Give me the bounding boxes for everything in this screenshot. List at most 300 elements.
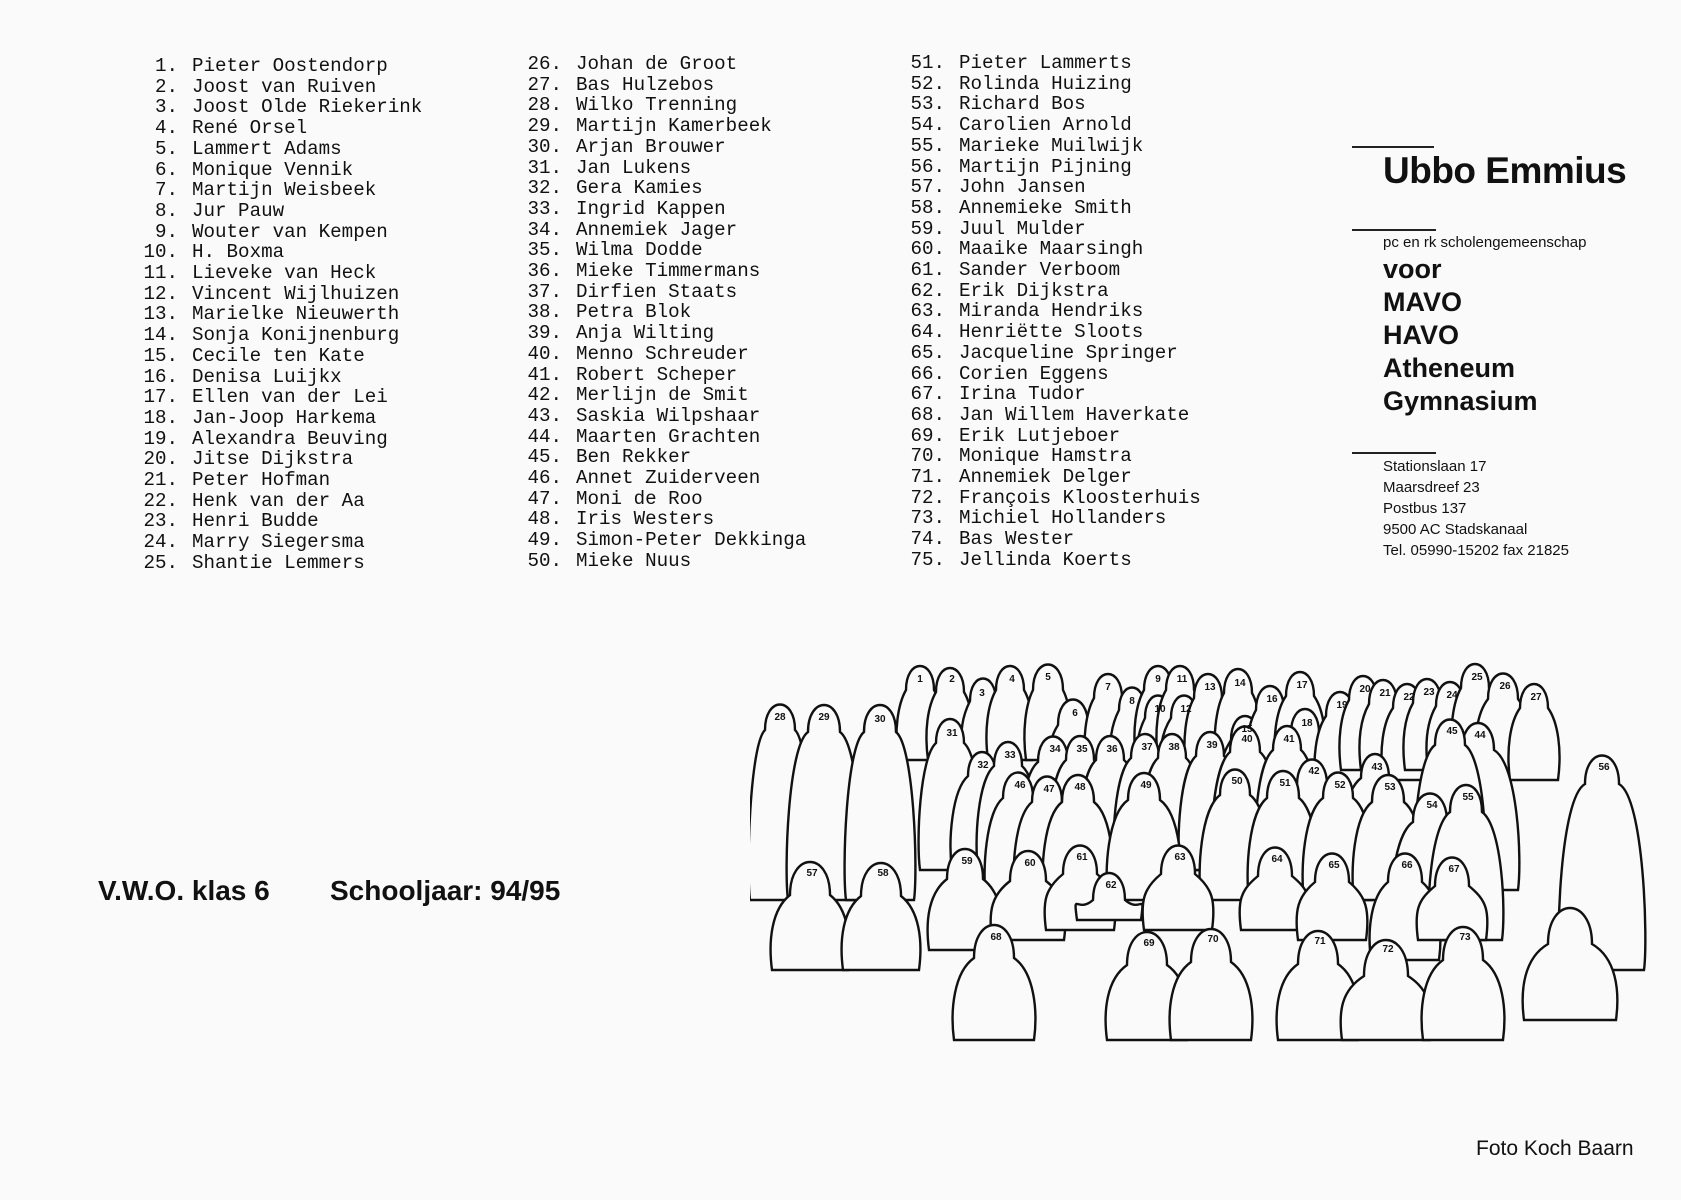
person-number-label: 29: [818, 712, 830, 723]
student-entry: [514, 220, 806, 241]
student-number: 19.: [143, 427, 178, 450]
student-number: 16.: [143, 365, 178, 388]
student-name: Joost van Ruiven: [192, 75, 377, 98]
student-entry: [130, 367, 422, 388]
student-number: 57.: [910, 176, 945, 199]
student-number: 12.: [143, 282, 178, 305]
student-name: François Kloosterhuis: [959, 486, 1201, 509]
person-number-label: 41: [1283, 734, 1295, 745]
person-number-label: 48: [1074, 782, 1086, 793]
student-entry: [897, 384, 1201, 405]
student-entry: [514, 344, 806, 365]
student-entry: [130, 553, 422, 574]
student-name: Jan-Joop Harkema: [192, 406, 377, 429]
student-name: Henri Budde: [192, 510, 319, 533]
person-number-label: 23: [1423, 687, 1435, 698]
student-number: 32.: [527, 177, 562, 200]
student-entry: [130, 56, 422, 77]
student-name: René Orsel: [192, 117, 308, 140]
person-number-label: 46: [1014, 780, 1026, 791]
student-entry: [514, 509, 806, 530]
student-name: Richard Bos: [959, 93, 1086, 116]
student-number: 69.: [910, 424, 945, 447]
person-number-label: 36: [1106, 744, 1118, 755]
student-entry: [130, 180, 422, 201]
person-number-label: 3: [979, 688, 985, 699]
student-name: Jan Willem Haverkate: [959, 403, 1190, 426]
student-number: 54.: [910, 114, 945, 137]
student-entry: [514, 137, 806, 158]
student-number: 34.: [527, 218, 562, 241]
person-number-label: 68: [990, 932, 1002, 943]
student-number: 42.: [527, 384, 562, 407]
student-entry: [514, 282, 806, 303]
person-number-label: 69: [1143, 938, 1155, 949]
student-entry: [130, 429, 422, 450]
student-number: 73.: [910, 507, 945, 530]
address-line: Stationslaan 17: [1383, 458, 1487, 475]
student-entry: [897, 74, 1201, 95]
name-list-column-2: [514, 54, 806, 572]
student-name: Moni de Roo: [576, 487, 703, 510]
student-number: 55.: [910, 134, 945, 157]
person-number-label: 38: [1168, 742, 1180, 753]
student-number: 17.: [143, 386, 178, 409]
student-entry: [897, 198, 1201, 219]
person-number-label: 67: [1448, 864, 1460, 875]
student-entry: [514, 54, 806, 75]
student-name: Wouter van Kempen: [192, 220, 388, 243]
person-number-label: 59: [961, 856, 973, 867]
student-name: Pieter Lammerts: [959, 52, 1132, 74]
student-entry: [897, 136, 1201, 157]
student-entry: [514, 427, 806, 448]
student-entry: [130, 222, 422, 243]
class-photo-outline-diagram: [750, 640, 1650, 1100]
student-name: Juul Mulder: [959, 217, 1086, 240]
student-name: Mieke Timmermans: [576, 260, 761, 283]
school-type: Atheneum: [1383, 353, 1516, 383]
person-number-label: 2: [949, 674, 955, 685]
person-number-label: 53: [1384, 782, 1396, 793]
person-number-label: 47: [1043, 784, 1055, 795]
student-number: 56.: [910, 155, 945, 178]
person-number-label: 44: [1474, 730, 1486, 741]
person-number-label: 18: [1301, 718, 1313, 729]
student-name: Jan Lukens: [576, 156, 692, 179]
student-name: Jacqueline Springer: [959, 341, 1178, 364]
student-name: Denisa Luijkx: [192, 365, 342, 388]
person-number-label: 64: [1271, 854, 1283, 865]
student-name: Rolinda Huizing: [959, 72, 1132, 95]
student-number: 64.: [910, 321, 945, 344]
student-name: Martijn Kamerbeek: [576, 115, 772, 138]
student-entry: [897, 405, 1201, 426]
student-number: 61.: [910, 259, 945, 282]
person-number-label: 19: [1336, 700, 1348, 711]
student-name: Marielke Nieuwerth: [192, 303, 400, 326]
student-entry: [130, 139, 422, 160]
student-name: Miranda Hendriks: [959, 300, 1144, 323]
person-number-label: 4: [1009, 674, 1015, 685]
student-name: Annet Zuiderveen: [576, 467, 761, 490]
student-name: Iris Westers: [576, 508, 715, 531]
student-entry: [514, 530, 806, 551]
student-entry: [514, 116, 806, 137]
student-entry: [130, 532, 422, 553]
address-line: Tel. 05990-15202 fax 21825: [1383, 542, 1569, 559]
student-name: Maarten Grachten: [576, 425, 761, 448]
person-number-label: 9: [1155, 674, 1161, 685]
student-entry: [514, 240, 806, 261]
student-number: 1.: [154, 55, 178, 77]
student-name: Joost Olde Riekerink: [192, 96, 423, 119]
student-entry: [897, 364, 1201, 385]
person-number-label: 28: [774, 712, 786, 723]
person-number-label: 25: [1471, 672, 1483, 683]
student-entry: [514, 385, 806, 406]
student-entry: [514, 365, 806, 386]
student-number: 10.: [143, 241, 178, 264]
student-number: 40.: [527, 342, 562, 365]
name-list-column-3: [897, 53, 1201, 571]
address-line: Postbus 137: [1383, 500, 1467, 517]
school-types: [1383, 253, 1538, 418]
person-number-label: 71: [1314, 936, 1326, 947]
person-number-label: 40: [1241, 734, 1253, 745]
person-number-label: 30: [874, 714, 886, 725]
person-number-label: 52: [1334, 780, 1346, 791]
student-name: Erik Lutjeboer: [959, 424, 1121, 447]
student-number: 66.: [910, 362, 945, 385]
student-entry: [514, 75, 806, 96]
student-entry: [130, 77, 422, 98]
student-name: Martijn Weisbeek: [192, 179, 377, 202]
student-name: Sander Verboom: [959, 259, 1121, 282]
student-name: Jellinda Koerts: [959, 548, 1132, 571]
student-name: Gera Kamies: [576, 177, 703, 200]
student-name: Wilko Trenning: [576, 94, 738, 117]
student-entry: [130, 387, 422, 408]
school-year: Schooljaar: 94/95: [330, 875, 561, 906]
address-line: Maarsdreef 23: [1383, 479, 1480, 496]
student-name: John Jansen: [959, 176, 1086, 199]
student-name: Wilma Dodde: [576, 239, 703, 262]
person-number-label: 45: [1446, 726, 1458, 737]
student-number: 51.: [910, 52, 945, 74]
student-entry: [514, 302, 806, 323]
person-number-label: 11: [1176, 674, 1188, 685]
student-name: Johan de Groot: [576, 53, 738, 75]
student-name: Erik Dijkstra: [959, 279, 1109, 302]
student-name: Lieveke van Heck: [192, 262, 377, 285]
student-name: Ingrid Kappen: [576, 197, 726, 220]
person-number-label: 55: [1462, 792, 1474, 803]
student-name: Corien Eggens: [959, 362, 1109, 385]
person-number-label: 60: [1024, 858, 1036, 869]
student-name: Vincent Wijlhuizen: [192, 282, 400, 305]
student-entry: [897, 219, 1201, 240]
student-name: Arjan Brouwer: [576, 135, 726, 158]
student-number: 4.: [154, 117, 178, 140]
student-name: Maaike Maarsingh: [959, 238, 1144, 261]
person-number-label: 34: [1049, 744, 1061, 755]
student-entry: [130, 346, 422, 367]
student-number: 27.: [527, 73, 562, 96]
student-name: Ellen van der Lei: [192, 386, 388, 409]
student-number: 50.: [527, 549, 562, 572]
student-number: 72.: [910, 486, 945, 509]
person-number-label: 7: [1105, 682, 1111, 693]
school-type: MAVO: [1383, 287, 1462, 317]
school-type: voor: [1383, 254, 1442, 284]
student-number: 59.: [910, 217, 945, 240]
student-entry: [514, 406, 806, 427]
student-number: 23.: [143, 510, 178, 533]
address-line: 9500 AC Stadskanaal: [1383, 521, 1528, 538]
person-number-label: 51: [1279, 778, 1291, 789]
student-number: 44.: [527, 425, 562, 448]
student-entry: [897, 260, 1201, 281]
person-number-label: 66: [1401, 860, 1413, 871]
student-number: 24.: [143, 531, 178, 554]
student-name: Marieke Muilwijk: [959, 134, 1144, 157]
student-name: Pieter Oostendorp: [192, 55, 388, 77]
student-number: 46.: [527, 467, 562, 490]
student-name: Mieke Nuus: [576, 549, 692, 572]
student-number: 22.: [143, 489, 178, 512]
student-entry: [897, 529, 1201, 550]
student-number: 33.: [527, 197, 562, 220]
person-number-label: 31: [946, 728, 958, 739]
divider-rule: [1352, 229, 1436, 231]
person-number-label: 54: [1426, 800, 1438, 811]
student-entry: [130, 160, 422, 181]
person-number-label: 27: [1530, 692, 1542, 703]
student-number: 52.: [910, 72, 945, 95]
student-name: Petra Blok: [576, 301, 692, 324]
person-number-label: 70: [1207, 934, 1219, 945]
student-entry: [897, 239, 1201, 260]
student-entry: [897, 115, 1201, 136]
student-number: 74.: [910, 528, 945, 551]
student-entry: [897, 488, 1201, 509]
person-number-label: 73: [1459, 932, 1471, 943]
student-number: 39.: [527, 322, 562, 345]
student-entry: [514, 199, 806, 220]
student-name: Martijn Pijning: [959, 155, 1132, 178]
person-number-label: 12: [1180, 704, 1192, 715]
student-name: Menno Schreuder: [576, 342, 749, 365]
student-number: 75.: [910, 548, 945, 571]
student-number: 11.: [143, 262, 178, 285]
student-name: Carolien Arnold: [959, 114, 1132, 137]
student-name: Michiel Hollanders: [959, 507, 1167, 530]
student-entry: [897, 177, 1201, 198]
person-number-label: 10: [1154, 704, 1166, 715]
student-entry: [897, 53, 1201, 74]
student-entry: [514, 178, 806, 199]
student-number: 38.: [527, 301, 562, 324]
student-entry: [897, 157, 1201, 178]
student-entry: [130, 470, 422, 491]
school-type: HAVO: [1383, 320, 1460, 350]
student-entry: [514, 447, 806, 468]
person-number-label: 72: [1382, 944, 1394, 955]
student-name: Henriëtte Sloots: [959, 321, 1144, 344]
student-name: Lammert Adams: [192, 137, 342, 160]
student-number: 21.: [143, 469, 178, 492]
student-entry: [130, 242, 422, 263]
student-number: 25.: [143, 551, 178, 574]
student-number: 63.: [910, 300, 945, 323]
student-entry: [897, 508, 1201, 529]
person-number-label: 39: [1206, 740, 1218, 751]
school-address: [1383, 456, 1569, 561]
student-number: 37.: [527, 280, 562, 303]
divider-rule: [1352, 146, 1434, 148]
student-entry: [897, 467, 1201, 488]
student-name: Dirfien Staats: [576, 280, 738, 303]
person-number-label: 8: [1129, 696, 1135, 707]
student-number: 13.: [143, 303, 178, 326]
school-type: Gymnasium: [1383, 386, 1538, 416]
student-name: Sonja Konijnenburg: [192, 324, 400, 347]
person-number-label: 16: [1266, 694, 1278, 705]
student-entry: [514, 158, 806, 179]
student-entry: [897, 343, 1201, 364]
student-number: 35.: [527, 239, 562, 262]
student-number: 49.: [527, 529, 562, 552]
student-entry: [130, 449, 422, 470]
student-number: 45.: [527, 446, 562, 469]
student-name: Robert Scheper: [576, 363, 738, 386]
student-entry: [130, 325, 422, 346]
student-number: 60.: [910, 238, 945, 261]
student-number: 47.: [527, 487, 562, 510]
student-entry: [130, 491, 422, 512]
student-name: Saskia Wilpshaar: [576, 404, 761, 427]
school-name: Ubbo Emmius: [1383, 150, 1627, 191]
student-number: 31.: [527, 156, 562, 179]
person-number-label: 6: [1072, 708, 1078, 719]
student-entry: [130, 284, 422, 305]
student-name: Ben Rekker: [576, 446, 692, 469]
student-name: Alexandra Beuving: [192, 427, 388, 450]
student-number: 20.: [143, 448, 178, 471]
person-number-label: 62: [1105, 880, 1117, 891]
person-number-label: 21: [1379, 688, 1391, 699]
student-name: Merlijn de Smit: [576, 384, 749, 407]
person-number-label: 24: [1446, 690, 1458, 701]
person-number-label: 65: [1328, 860, 1340, 871]
student-number: 7.: [154, 179, 178, 202]
student-number: 62.: [910, 279, 945, 302]
student-name: Shantie Lemmers: [192, 551, 365, 574]
student-entry: [130, 408, 422, 429]
person-number-label: 22: [1403, 692, 1415, 703]
student-entry: [130, 304, 422, 325]
student-name: Monique Hamstra: [959, 445, 1132, 468]
student-name: H. Boxma: [192, 241, 285, 264]
student-name: Bas Wester: [959, 528, 1075, 551]
student-entry: [130, 201, 422, 222]
person-number-label: 56: [1598, 762, 1610, 773]
student-entry: [130, 97, 422, 118]
student-entry: [897, 281, 1201, 302]
student-entry: [514, 323, 806, 344]
photo-credit: Foto Koch Baarn: [1476, 1137, 1634, 1160]
student-number: 28.: [527, 94, 562, 117]
student-name: Marry Siegersma: [192, 531, 365, 554]
student-number: 36.: [527, 260, 562, 283]
student-number: 2.: [154, 75, 178, 98]
student-number: 53.: [910, 93, 945, 116]
person-number-label: 37: [1141, 742, 1153, 753]
person-number-label: 32: [977, 760, 989, 771]
student-number: 6.: [154, 158, 178, 181]
student-entry: [897, 550, 1201, 571]
person-number-label: 13: [1204, 682, 1216, 693]
student-number: 70.: [910, 445, 945, 468]
student-name: Anja Wilting: [576, 322, 715, 345]
person-number-label: 50: [1231, 776, 1243, 787]
person-number-label: 33: [1004, 750, 1016, 761]
student-entry: [130, 118, 422, 139]
school-subtitle: pc en rk scholengemeenschap: [1383, 234, 1587, 251]
student-entry: [897, 426, 1201, 447]
student-entry: [897, 301, 1201, 322]
person-number-label: 14: [1234, 678, 1246, 689]
person-number-label: 20: [1359, 684, 1371, 695]
person-number-label: 5: [1045, 672, 1051, 683]
person-number-label: 42: [1308, 766, 1320, 777]
person-number-label: 17: [1296, 680, 1308, 691]
person-number-label: 63: [1174, 852, 1186, 863]
student-number: 18.: [143, 406, 178, 429]
student-entry: [514, 95, 806, 116]
student-number: 68.: [910, 403, 945, 426]
student-number: 58.: [910, 196, 945, 219]
student-name: Jitse Dijkstra: [192, 448, 354, 471]
student-number: 26.: [527, 53, 562, 75]
student-name: Annemiek Delger: [959, 466, 1132, 489]
person-outline: [1170, 929, 1253, 1040]
student-entry: [897, 446, 1201, 467]
person-number-label: 15: [1241, 724, 1253, 735]
student-number: 9.: [154, 220, 178, 243]
student-number: 3.: [154, 96, 178, 119]
student-name: Simon-Peter Dekkinga: [576, 529, 807, 552]
person-number-label: 35: [1076, 744, 1088, 755]
student-entry: [514, 551, 806, 572]
student-entry: [514, 489, 806, 510]
student-number: 71.: [910, 466, 945, 489]
student-number: 41.: [527, 363, 562, 386]
student-number: 65.: [910, 341, 945, 364]
student-entry: [130, 263, 422, 284]
student-number: 43.: [527, 404, 562, 427]
student-entry: [897, 322, 1201, 343]
student-number: 29.: [527, 115, 562, 138]
person-number-label: 58: [877, 868, 889, 879]
student-number: 14.: [143, 324, 178, 347]
student-number: 48.: [527, 508, 562, 531]
student-name: Cecile ten Kate: [192, 344, 365, 367]
person-number-label: 1: [917, 674, 923, 685]
student-name: Bas Hulzebos: [576, 73, 715, 96]
student-name: Henk van der Aa: [192, 489, 365, 512]
